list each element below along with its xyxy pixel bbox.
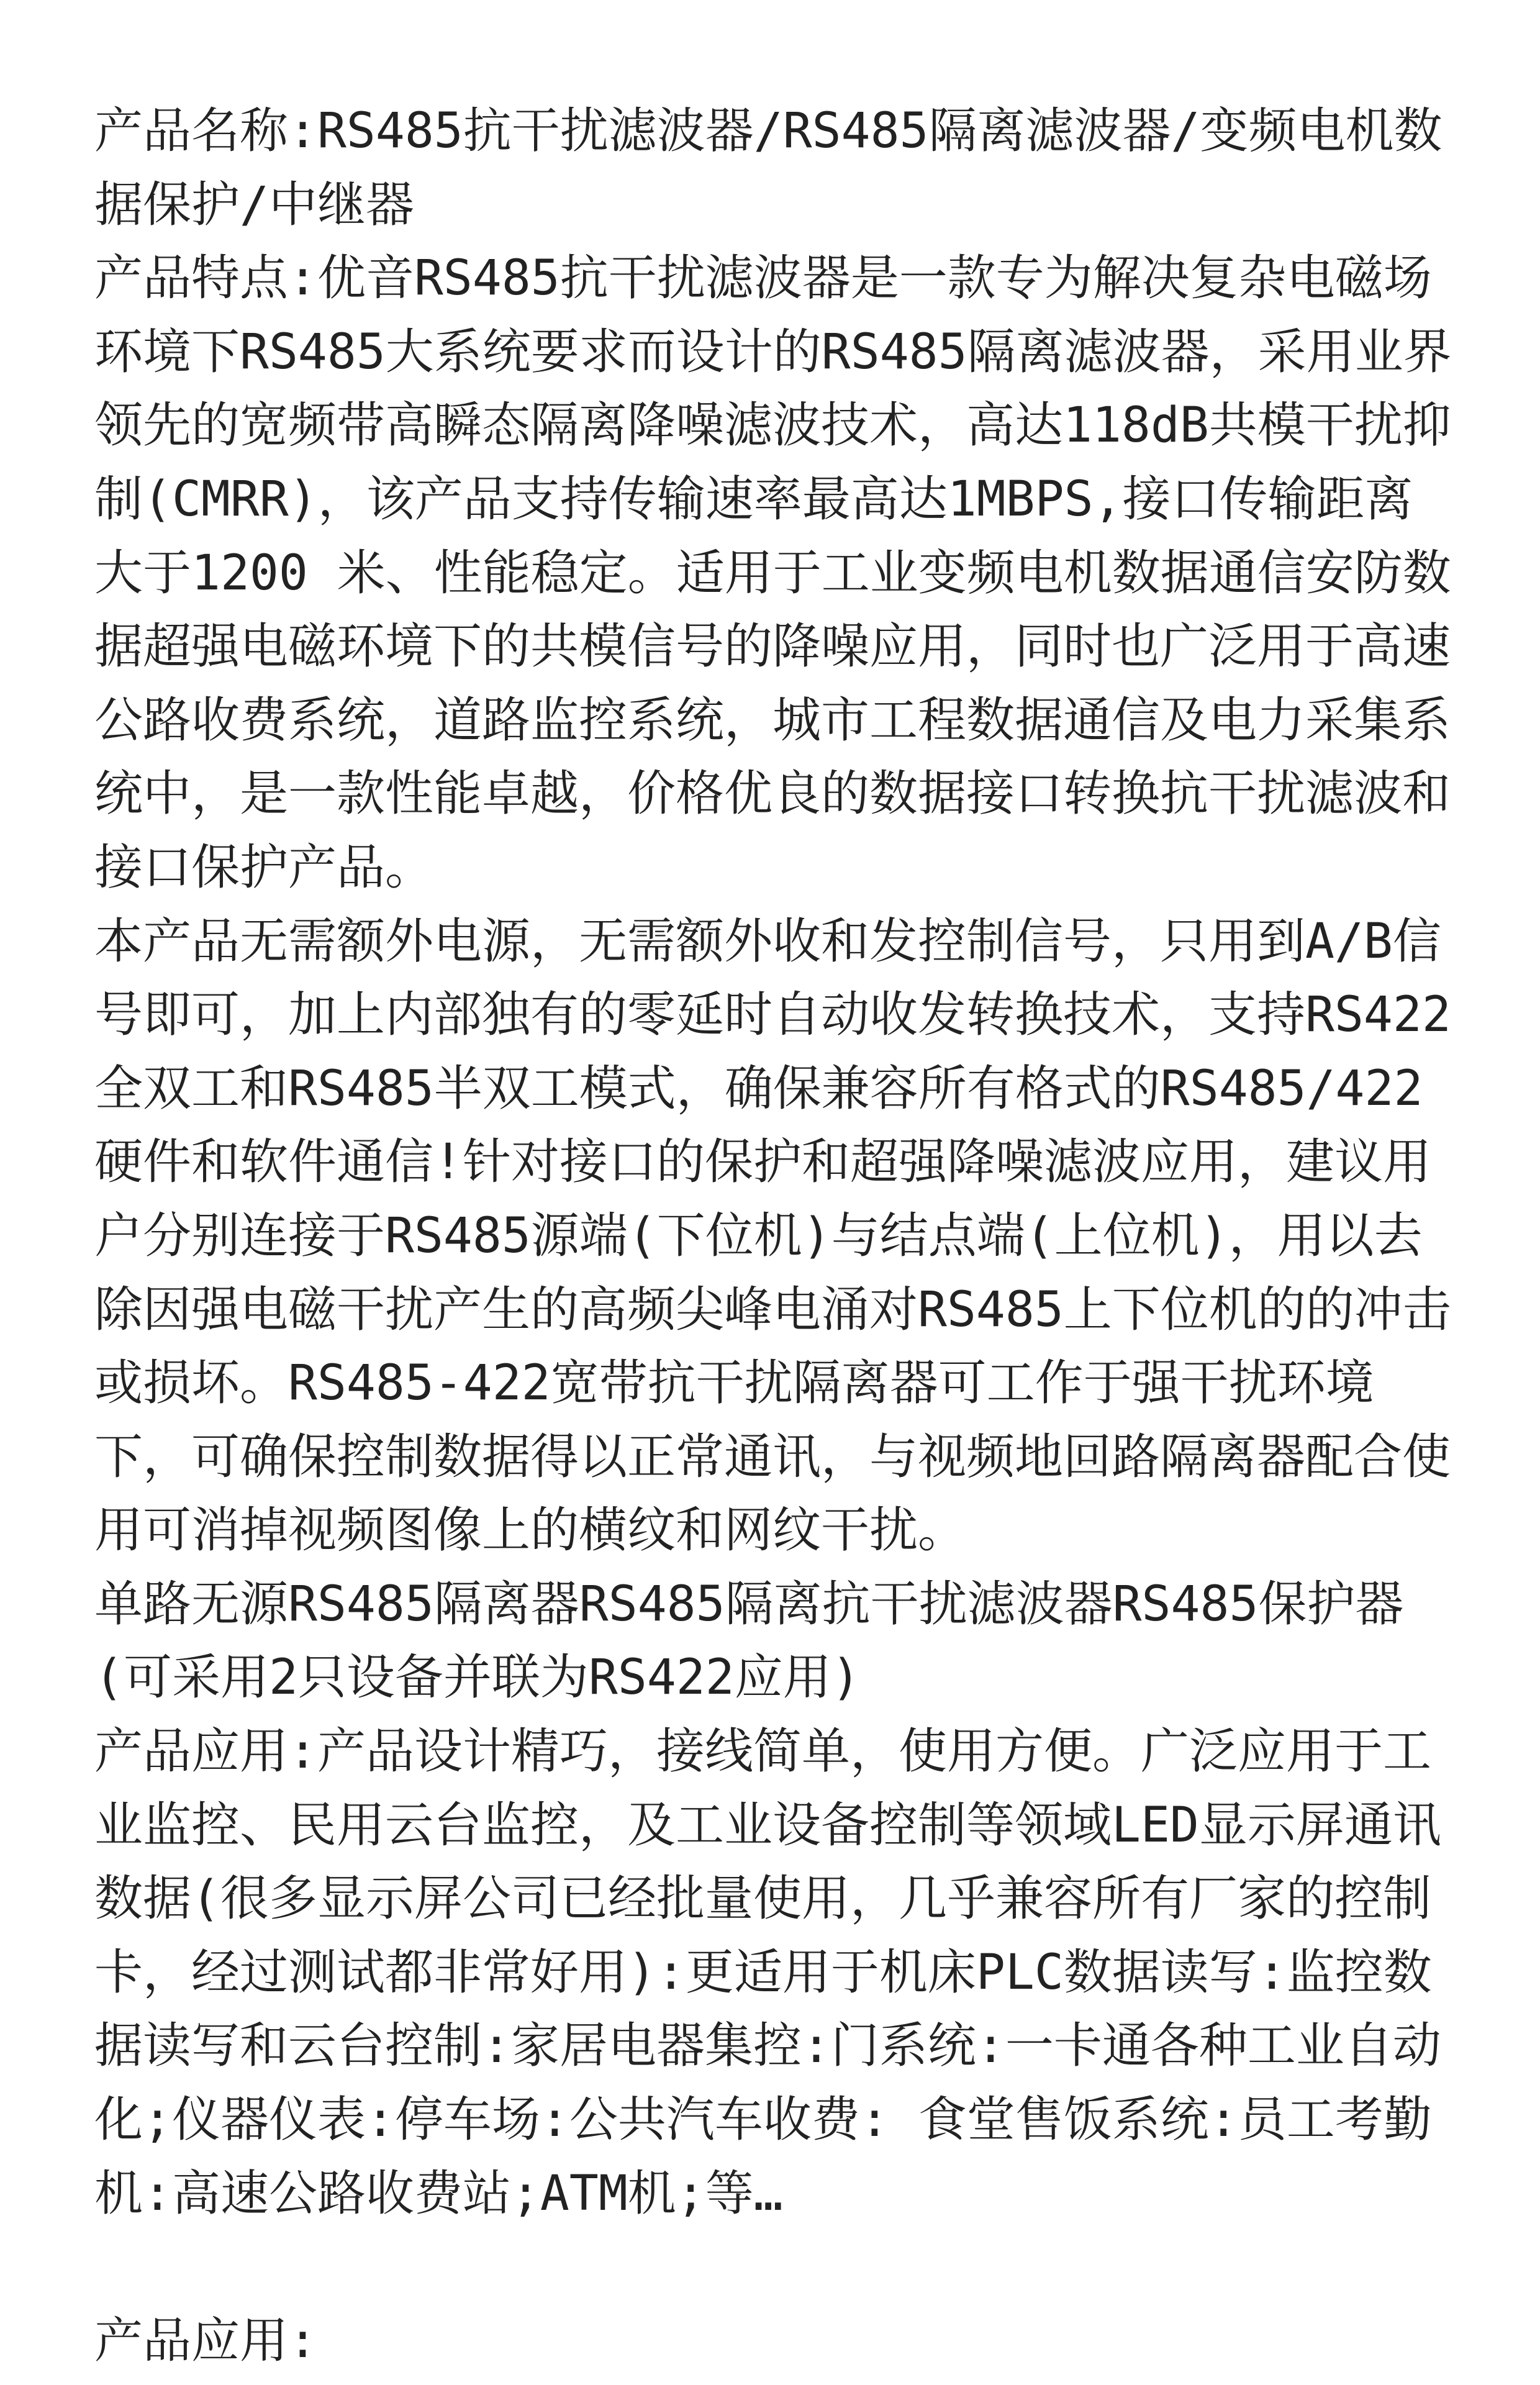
paragraph-single-channel-isolator: 单路无源RS485隔离器RS485隔离抗干扰滤波器RS485保护器(可采用2只设备并联为RS422应用)	[94, 1576, 1404, 1706]
paragraph-product-applications: 产品应用:产品设计精巧，接线简单，使用方便。广泛应用于工业监控、民用云台监控，及工业设备控制等领域LED显示屏通讯数据(很多显示屏公司已经批量使用，几乎兼容所有厂家的控制卡，经过测试都非常好用):更适用于机床PLC数据读写:监控数据读写和云台控制:家居电器集控:门系统:一卡通各种工业自动化;仪器仪表:停车场:公共汽车收费: 食堂售饭系统:员工考勤机:高速公路收费站;ATM机;等…	[94, 1724, 1441, 2222]
paragraph-no-power-required: 本产品无需额外电源，无需额外收和发控制信号，只用到A/B信号即可，加上内部独有的零延时自动收发转换技术，支持RS422全双工和RS485半双工模式，确保兼容所有格式的RS485/422硬件和软件通信!针对接口的保护和超强降噪滤波应用，建议用户分别连接于RS485源端(下位机)与结点端(上位机)，用以去除因强电磁干扰产生的高频尖峰电涌对RS485上下位机的的冲击或损坏。RS485-422宽带抗干扰隔离器可工作于强干扰环境下，可确保控制数据得以正常通讯，与视频地回路隔离器配合使用可消掉视频图像上的横纹和网纹干扰。	[94, 913, 1451, 1559]
paragraph-applications-heading: 产品应用:	[94, 2312, 317, 2369]
paragraph-product-features: 产品特点:优音RS485抗干扰滤波器是一款专为解决复杂电磁场环境下RS485大系统要求而设计的RS485隔离滤波器，采用业界领先的宽频带高瞬态隔离降噪滤波技术，高达118dB共模干扰抑制(CMRR)，该产品支持传输速率最高达1MBPS,接口传输距离大于1200 米、性能稳定。适用于工业变频电机数据通信安防数据超强电磁环境下的共模信号的降噪应用，同时也广泛用于高速公路收费系统，道路监控系统，城市工程数据通信及电力采集系统中，是一款性能卓越，价格优良的数据接口转换抗干扰滤波和接口保护产品。	[94, 250, 1452, 896]
article-body	[94, 94, 1461, 2378]
blank-line	[94, 2230, 1461, 2304]
paragraph-product-name: 产品名称:RS485抗干扰滤波器/RS485隔离滤波器/变频电机数据保护/中继器	[94, 103, 1443, 233]
